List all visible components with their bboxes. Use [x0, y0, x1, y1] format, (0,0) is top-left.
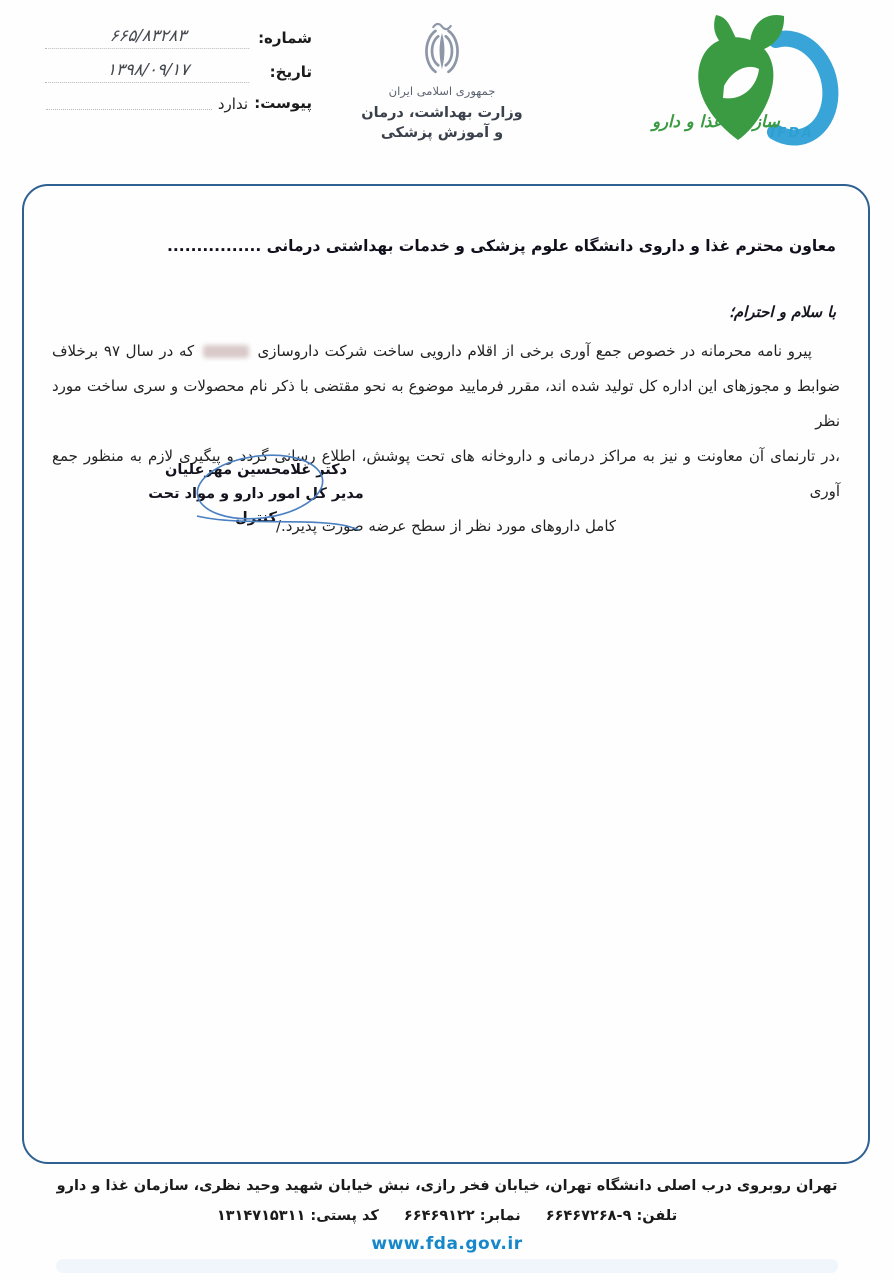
- ifda-logo-block: [618, 6, 880, 158]
- ref-attachment-row: [46, 94, 312, 114]
- fax-value: ۶۶۴۶۹۱۲۲: [403, 1208, 475, 1224]
- postal-value: ۱۳۱۴۷۱۵۳۱۱: [216, 1208, 306, 1224]
- ref-date-label: تاریخ:: [269, 63, 312, 81]
- ministry-header-block: [333, 20, 551, 143]
- ref-date-row: [46, 60, 312, 83]
- ref-number-value: ۶۶۵/۸۳۲۸۳: [45, 26, 251, 49]
- country-name: جمهوری اسلامی ایران: [388, 84, 496, 98]
- signature-block: [140, 458, 372, 530]
- letter-border-box: [22, 184, 870, 1164]
- bottom-decorative-band: [56, 1259, 838, 1273]
- signer-name: دکتر غلامحسین مهرعلیان: [164, 462, 348, 478]
- ifda-abbr-en: IFDA: [770, 125, 814, 141]
- footer-fax-segment: [399, 1208, 521, 1224]
- iran-emblem-icon: [411, 20, 473, 80]
- footer-postal-segment: [217, 1208, 379, 1224]
- body-line-3: ،در تارنمای آن معاونت و نیز به مراکز درمانی و داروخانه های تحت پوشش، اطلاع رسانی گردد و پیگیری لازم به منظور جمع آوری: [52, 447, 840, 500]
- ref-date-value: ۱۳۹۸/۰۹/۱۷: [45, 60, 251, 83]
- redacted-company-name: [203, 345, 249, 358]
- salutation-line: با سلام و احترام؛: [729, 303, 836, 321]
- body-line-2: ضوابط و مجوزهای این اداره کل تولید شده اند، مقرر فرمایید موضوع به نحو مقتضی با ذکر نام محصولات و سری ساخت مورد نظر: [52, 377, 840, 430]
- ministry-name-line1: وزارت بهداشت، درمان: [361, 105, 523, 121]
- footer-contact-line: [0, 1208, 894, 1224]
- body-line-1-text-post: که در سال ۹۷ برخلاف: [52, 342, 195, 360]
- signer-title: مدیر کل امور دارو و مواد تحت کنترل: [148, 486, 364, 526]
- ref-number-row: [46, 26, 312, 49]
- body-line-1: [52, 334, 840, 369]
- letter-reference-block: [46, 26, 312, 125]
- footer-address-line: تهران روبروی درب اصلی دانشگاه تهران، خیابان فخر رازی، نبش خیابان شهید وحید نظری، سازمان غذا و دارو: [56, 1178, 838, 1194]
- phone-label: تلفن:: [636, 1208, 678, 1224]
- ifda-org-name-fa: سازمان غذا و دارو: [652, 112, 780, 131]
- fax-label: نمابر:: [479, 1208, 521, 1224]
- dotted-line: [46, 109, 212, 110]
- ref-attachment-value: ندارد: [217, 95, 248, 113]
- addressee-line: معاون محترم غذا و داروی دانشگاه علوم پزشکی و خدمات بهداشتی درمانی ................: [167, 237, 836, 255]
- body-line-1-text-pre: پیرو نامه محرمانه در خصوص جمع آوری برخی از اقلام دارویی ساخت شرکت داروسازی: [257, 342, 812, 360]
- ref-attachment-label: پیوست:: [254, 94, 312, 112]
- ministry-name-line2: و آموزش پزشکی: [380, 125, 504, 141]
- ref-number-label: شماره:: [258, 29, 312, 47]
- phone-value: ۹-۶۶۴۶۷۲۶۸: [545, 1208, 632, 1224]
- postal-label: کد پستی:: [310, 1208, 379, 1224]
- footer-phone-segment: [541, 1208, 677, 1224]
- website-link[interactable]: www.fda.gov.ir: [371, 1234, 523, 1254]
- body-line-4: کامل داروهای مورد نظر از سطح عرضه صورت پذیرد./: [275, 517, 617, 535]
